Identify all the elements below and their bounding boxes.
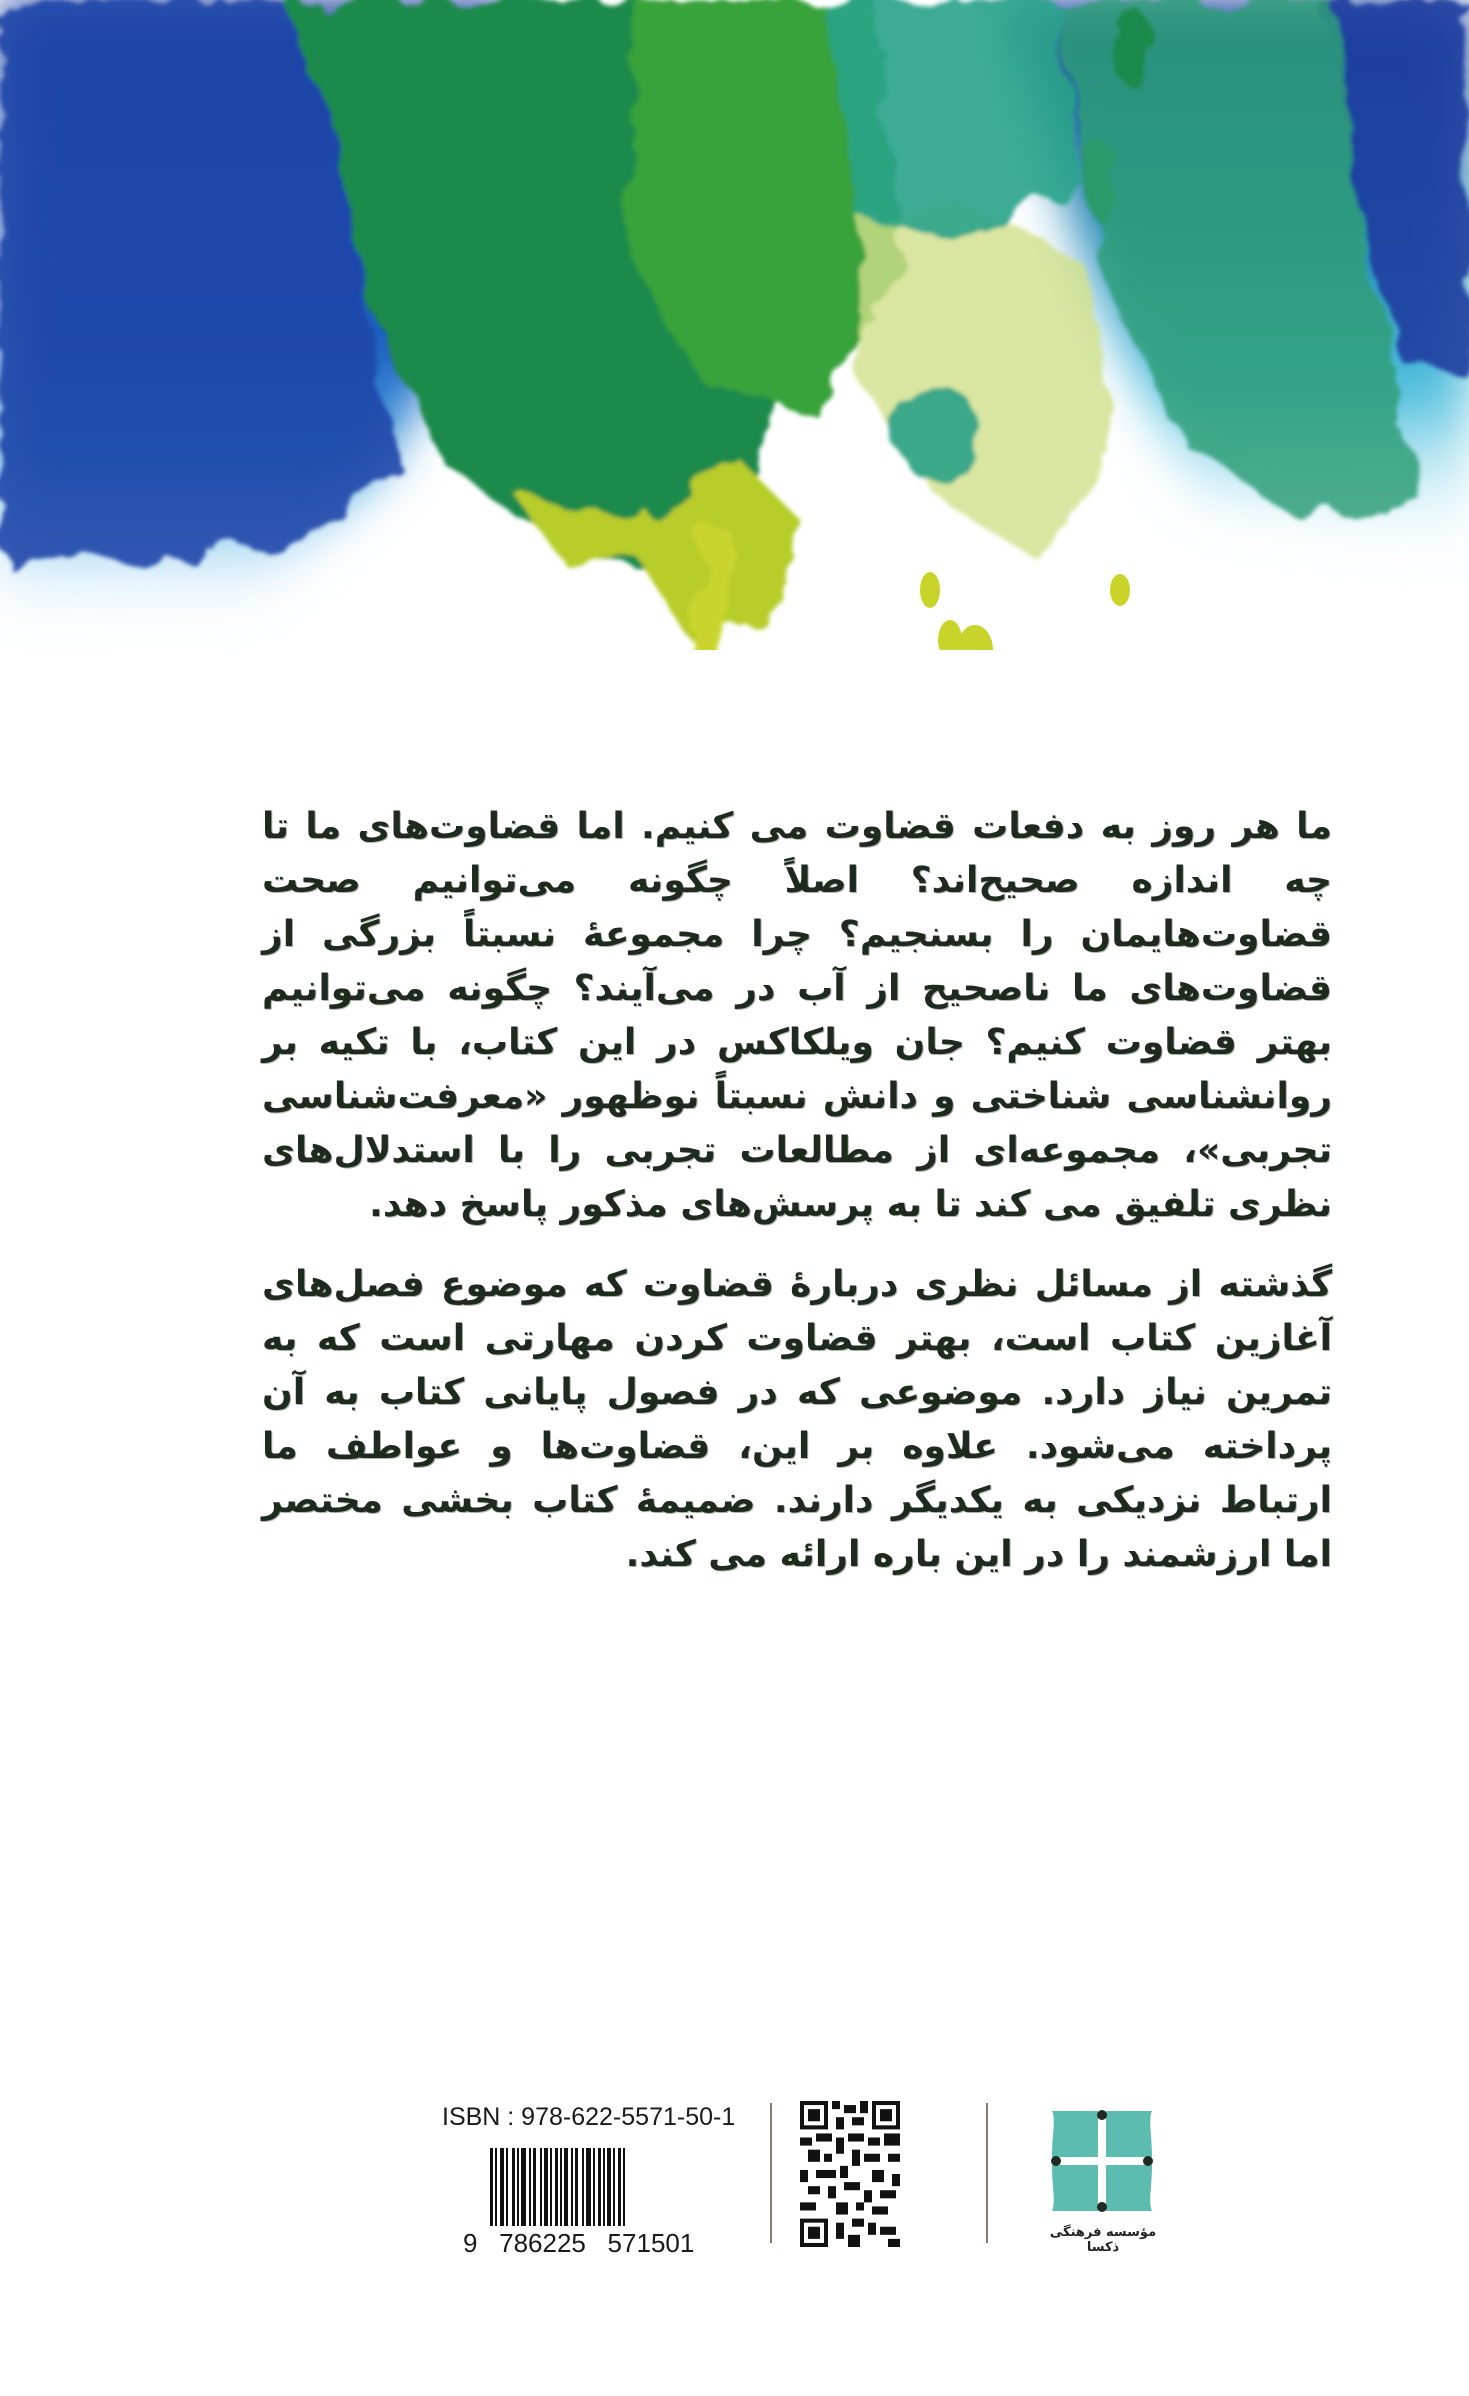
watercolor-splash-icon — [0, 0, 1469, 650]
flower-logo-icon — [1046, 2105, 1158, 2217]
publisher-name: مؤسسه فرهنگی ذکسا — [1049, 2225, 1157, 2255]
barcode-digits: 9 786225 571501 — [463, 2228, 695, 2258]
publisher-footer — [430, 2095, 1170, 2258]
isbn-label: ISBN : 978-622-5571-50-1 — [442, 2103, 736, 2131]
barcode-icon — [490, 2148, 660, 2226]
blurb-paragraph-2: گذشته از مسائل نظری دربارهٔ قضاوت که موضوع فصل‌های آغازین کتاب است، بهتر قضاوت کردن مهارتی است که به تمرین نیاز دارد. موضوعی که در فصول پایانی کتاب به آن پرداخته می‌شود. علاوه بر این، قضاوت‌ها و عواطف ما ارتباط نزدیکی به یکدیگر دارند. ضمیمهٔ کتاب بخشی مختصر اما ارزشمند را در این باره ارائه می کند. — [262, 1264, 1332, 1575]
watercolor-header-art — [0, 0, 1469, 650]
back-cover-blurb — [262, 800, 1332, 1608]
footer-divider — [770, 2103, 772, 2243]
blurb-paragraph-1: ما هر روز به دفعات قضاوت می کنیم. اما قضاوت‌های ما تا چه اندازه صحیح‌اند؟ اصلاً چگونه می‌توانیم صحت قضاوت‌هایمان را بسنجیم؟ چرا مجموعهٔ نسبتاً بزرگی از قضاوت‌های ما ناصحیح از آب در می‌آیند؟ چگونه می‌توانیم بهتر قضاوت کنیم؟ جان ویلکاکس در این کتاب، با تکیه بر روانشناسی شناختی و دانش نسبتاً نوظهور «معرفت‌شناسی تجربی»، مجموعه‌ای از مطالعات تجربی را با استدلال‌های نظری تلفیق می کند تا به پرسش‌های مذکور پاسخ دهد. — [262, 806, 1332, 1225]
footer-divider — [986, 2103, 988, 2243]
qr-code-icon — [800, 2101, 900, 2247]
